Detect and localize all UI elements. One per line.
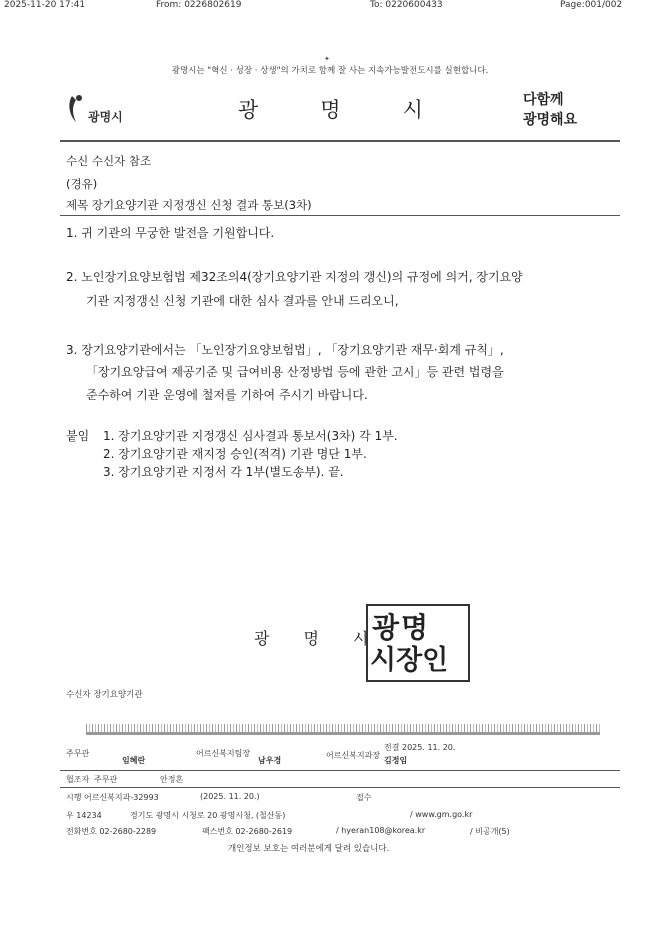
motto-line-1: 다함께 bbox=[523, 92, 564, 108]
decision-date: 전결 2025. 11. 20. bbox=[384, 743, 456, 752]
cooperator-label: 협조자 bbox=[66, 775, 90, 784]
postal-code: 우 14234 bbox=[66, 811, 102, 820]
manager-name: 남우경 bbox=[258, 756, 282, 765]
director-title: 어르신복지과장 bbox=[326, 751, 381, 760]
recipients-list: 수신자 장기요양기관 bbox=[66, 690, 143, 700]
attachment-item: 1. 장기요양기관 지정갱신 심사결과 통보서(3차) 각 1부. bbox=[103, 429, 398, 443]
staff-name: 임혜란 bbox=[122, 756, 146, 765]
attachment-item: 2. 장기요양기관 재지정 승인(적격) 기관 명단 1부. bbox=[103, 447, 367, 461]
attachment-item: 3. 장기요양기관 지정서 각 1부(별도송부). 끝. bbox=[103, 465, 344, 479]
fax-to: To: 0220600433 bbox=[370, 0, 443, 10]
paragraph-2-line-2: 기관 지정갱신 신청 기관에 대한 심사 결과를 안내 드리오니, bbox=[86, 294, 399, 308]
logo-text: 광명시 bbox=[88, 110, 123, 124]
header-divider bbox=[60, 140, 620, 142]
privacy-notice: 개인정보 보호는 여러분에게 달려 있습니다. bbox=[228, 844, 390, 854]
fax-datetime: 2025-11-20 17:41 bbox=[4, 0, 86, 10]
approval-divider bbox=[60, 770, 620, 771]
fax-number: 팩스번호 02-2680-2619 bbox=[202, 827, 293, 836]
staff-title: 주무관 bbox=[66, 749, 90, 758]
subject-line: 제목 장기요양기관 지정갱신 신청 결과 통보(3차) bbox=[66, 198, 312, 212]
cooperator-name: 안정흔 bbox=[160, 775, 184, 784]
scan-stripe-bottom bbox=[86, 732, 600, 735]
motto-line-2: 광명해요 bbox=[523, 112, 578, 128]
paragraph-2-line-1: 2. 노인장기요양보험법 제32조의4(장기요양기관 지정의 갱신)의 규정에 의거, 장기요양 bbox=[66, 270, 523, 284]
seal-row-1: 광명 bbox=[372, 611, 431, 644]
enforcement-date: (2025. 11. 20.) bbox=[200, 792, 260, 801]
address: 경기도 광명시 시청로 20 광명시청, (철산동) bbox=[130, 811, 286, 820]
website-link[interactable]: / www.gm.go.kr bbox=[410, 810, 473, 819]
fax-page: Page:001/002 bbox=[560, 0, 623, 10]
cooperator-divider bbox=[60, 787, 620, 788]
enforcement-number: 시행 어르신복지과-32993 bbox=[66, 793, 159, 802]
via-line: (경유) bbox=[66, 177, 98, 191]
receipt-label: 접수 bbox=[356, 793, 372, 802]
recipient-line: 수신 수신자 참조 bbox=[66, 154, 152, 168]
slogan-mark-icon: ✦ bbox=[324, 55, 330, 63]
subject-divider bbox=[60, 215, 620, 216]
paragraph-1: 1. 귀 기관의 무궁한 발전을 기원합니다. bbox=[66, 226, 275, 240]
phone-number: 전화번호 02-2680-2289 bbox=[66, 827, 157, 836]
official-seal bbox=[366, 604, 470, 682]
seal-row-2: 시장인 bbox=[370, 645, 449, 676]
paragraph-3-line-3: 준수하여 기관 운영에 철저를 기하여 주시기 바랍니다. bbox=[86, 388, 368, 402]
director-name: 김정임 bbox=[384, 756, 408, 765]
attachments-label: 붙임 bbox=[66, 429, 90, 443]
sender-name: 광명시 bbox=[254, 629, 403, 648]
cooperator-title: 주무관 bbox=[94, 775, 118, 784]
slogan: 광명시는 "혁신 · 성장 · 상생"의 가치로 함께 잘 사는 지속가능발전도시를 실현합니다. bbox=[171, 66, 489, 76]
fax-from: From: 0226802619 bbox=[156, 0, 242, 10]
paragraph-3-line-1: 3. 장기요양기관에서는 「노인장기요양보험법」, 「장기요양기관 재무·회계 규칙」, bbox=[66, 343, 504, 357]
manager-title: 어르신복지팀장 bbox=[196, 749, 251, 758]
disclosure-status: / 비공개(5) bbox=[470, 827, 510, 836]
document-title: 광명시 bbox=[238, 98, 485, 122]
email-link[interactable]: / hyeran108@korea.kr bbox=[336, 826, 426, 835]
paragraph-3-line-2: 「장기요양급여 제공기준 및 급여비용 산정방법 등에 관한 고시」등 관련 법령을 bbox=[86, 365, 504, 379]
motto bbox=[523, 90, 577, 130]
